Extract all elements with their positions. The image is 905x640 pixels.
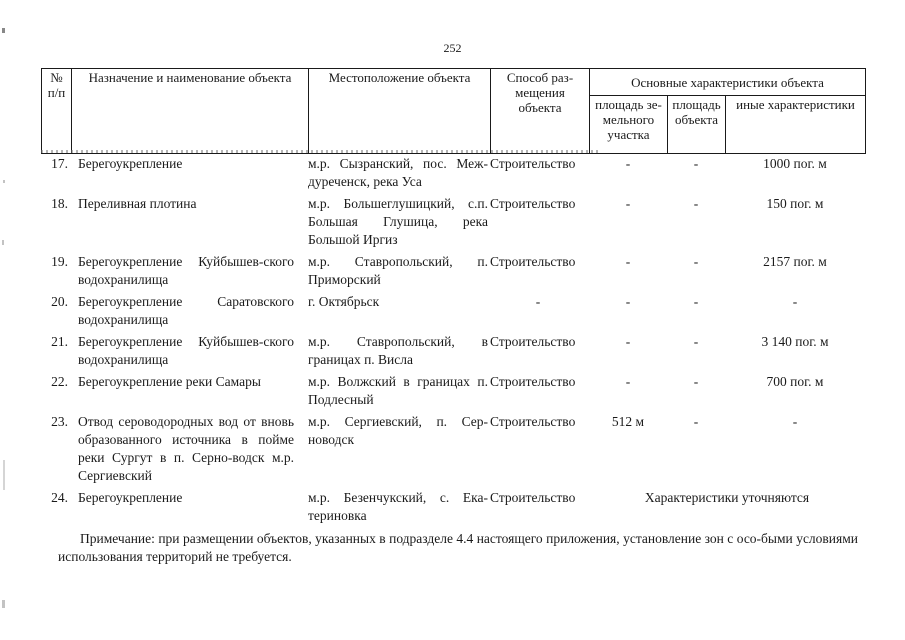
- object-area: -: [693, 254, 699, 269]
- row-number: 23.: [51, 414, 68, 429]
- object-area: -: [693, 334, 699, 349]
- table-row: [41, 155, 865, 195]
- object-area: -: [693, 196, 699, 211]
- table-row: [41, 373, 865, 413]
- row-number: 24.: [51, 490, 68, 505]
- header-land-area: площадь зе-мельного участка: [590, 96, 668, 154]
- object-location: м.р. Сергиевский, п. Сер-новодск: [308, 414, 488, 447]
- scan-speck: [2, 240, 4, 245]
- object-area: -: [693, 156, 699, 171]
- land-area: -: [625, 334, 631, 349]
- object-name: Берегоукрепление Саратовского водохранилища: [78, 294, 294, 327]
- placement-method: Строительство: [490, 374, 576, 389]
- table-row: [41, 333, 865, 373]
- object-location: м.р. Большеглушицкий, с.п. Большая Глушица, река Большой Иргиз: [308, 196, 488, 247]
- object-name: Переливная плотина: [78, 196, 197, 211]
- placement-method: -: [535, 294, 541, 309]
- other-characteristics: -: [792, 414, 798, 429]
- table-row: [41, 195, 865, 253]
- header-num: № п/п: [42, 69, 72, 154]
- object-location: м.р. Волжский в границах п. Подлесный: [308, 374, 488, 407]
- row-number: 22.: [51, 374, 68, 389]
- object-name: Берегоукрепление Куйбышев-ского водохранилища: [78, 254, 294, 287]
- header-location: Местоположение объекта: [309, 69, 491, 154]
- table-row: [41, 253, 865, 293]
- placement-method: Строительство: [490, 156, 576, 171]
- object-name: Берегоукрепление: [78, 156, 183, 171]
- other-characteristics: 1000 пог. м: [763, 156, 827, 171]
- land-area: -: [625, 374, 631, 389]
- object-location: м.р. Ставропольский, в границах п. Висла: [308, 334, 488, 367]
- table-row: [41, 293, 865, 333]
- header-object-area: площадь объекта: [668, 96, 726, 154]
- placement-method: Строительство: [490, 334, 576, 349]
- header-name: Назначение и наименование объекта: [72, 69, 309, 154]
- row-number: 19.: [51, 254, 68, 269]
- object-name: Берегоукрепление реки Самары: [78, 374, 261, 389]
- object-area: -: [693, 374, 699, 389]
- land-area: 512 м: [611, 414, 645, 429]
- row-number: 18.: [51, 196, 68, 211]
- page-number: 252: [443, 41, 462, 55]
- object-location: г. Октябрьск: [308, 294, 380, 309]
- scan-speck: [2, 600, 5, 608]
- land-area: -: [625, 294, 631, 309]
- scan-speck: [3, 460, 5, 490]
- object-name: Берегоукрепление Куйбышев-ского водохранилища: [78, 334, 294, 367]
- land-area: -: [625, 254, 631, 269]
- header-main-characteristics: Основные характеристики объекта: [590, 69, 866, 96]
- table-row: [41, 489, 865, 529]
- header-other-characteristics: иные характеристики: [726, 96, 866, 154]
- table-header: [41, 68, 865, 154]
- placement-method: Строительство: [490, 414, 576, 429]
- object-location: м.р. Ставропольский, п. Приморский: [308, 254, 488, 287]
- land-area: -: [625, 156, 631, 171]
- other-characteristics: 2157 пог. м: [763, 254, 827, 269]
- object-name: Берегоукрепление: [78, 490, 183, 505]
- other-characteristics: 150 пог. м: [766, 196, 824, 211]
- land-area: -: [625, 196, 631, 211]
- object-name: Отвод сероводородных вод от вновь образованного источника в пойме реки Сургут в п. Серно-водск м.р. Сергиевский: [78, 414, 294, 483]
- scan-speck: [2, 28, 5, 33]
- table-row: [41, 413, 865, 489]
- object-location: м.р. Безенчукский, с. Ека-териновка: [308, 490, 488, 523]
- row-number: 20.: [51, 294, 68, 309]
- row-number: 21.: [51, 334, 68, 349]
- scan-speck: [3, 180, 5, 183]
- footnote: Примечание: при размещении объектов, указанных в подразделе 4.4 настоящего приложения, установление зон с осо-быми условиями использования территорий не требуется.: [58, 531, 858, 564]
- object-area: -: [693, 414, 699, 429]
- other-characteristics: 3 140 пог. м: [761, 334, 829, 349]
- placement-method: Строительство: [490, 254, 576, 269]
- placement-method: Строительство: [490, 196, 576, 211]
- header-method: Способ раз-мещения объекта: [491, 69, 590, 154]
- characteristics-pending: Характеристики уточняются: [644, 490, 810, 505]
- other-characteristics: 700 пог. м: [766, 374, 824, 389]
- object-location: м.р. Сызранский, пос. Меж-дуреченск, река Уса: [308, 156, 488, 189]
- other-characteristics: -: [792, 294, 798, 309]
- object-area: -: [693, 294, 699, 309]
- placement-method: Строительство: [490, 490, 576, 505]
- row-number: 17.: [51, 156, 68, 171]
- scan-artifact-line: [41, 150, 601, 153]
- table-body: [41, 155, 865, 529]
